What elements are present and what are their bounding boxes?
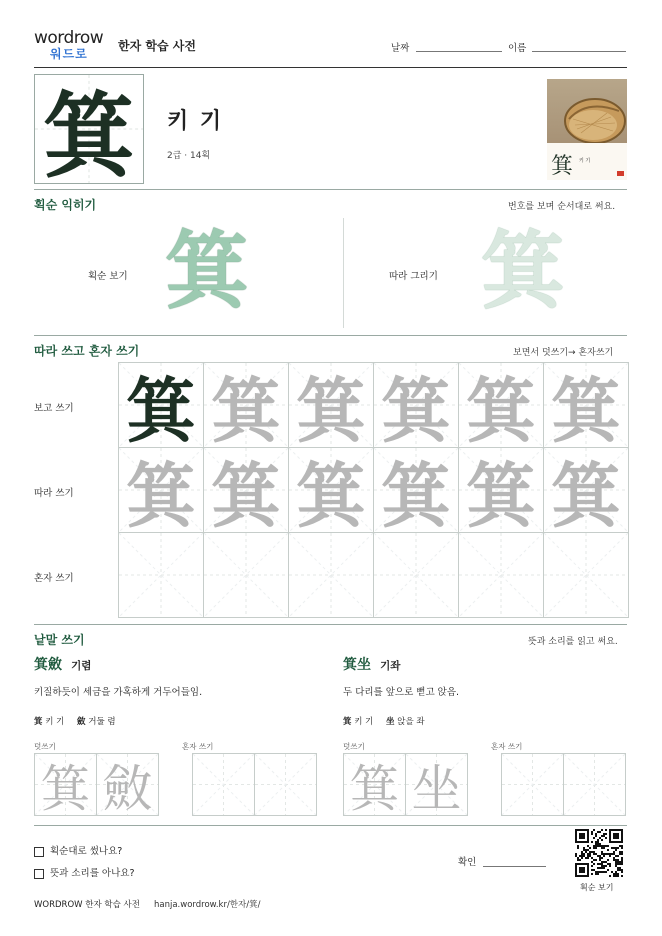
stroke-view-label: 획순 보기 — [88, 271, 128, 282]
row-label-trace: 따라 쓰기 — [34, 488, 74, 499]
word-2-solo-label: 혼자 쓰기 — [491, 742, 523, 751]
practice-cell[interactable] — [203, 362, 289, 448]
guide-lines — [119, 533, 203, 617]
footer-brand: WORDROW 한자 학습 사전 — [34, 900, 140, 910]
practice-char: 箕 — [466, 368, 536, 448]
checklist-item-2[interactable] — [34, 865, 135, 879]
qr-code-graphic — [575, 829, 623, 877]
stroke-view-char — [165, 218, 250, 323]
practice-cell[interactable] — [288, 447, 374, 533]
practice-cell[interactable] — [203, 532, 289, 618]
practice-cell[interactable] — [373, 447, 459, 533]
practice-section-hint: 보면서 덧쓰기→ 혼자쓰기 — [513, 348, 614, 358]
word-solo-cell[interactable] — [254, 753, 317, 816]
guide-lines — [502, 754, 563, 815]
practice-char: 箕 — [551, 368, 621, 448]
section-divider-4 — [34, 825, 627, 826]
confirm-label: 확인 — [458, 857, 477, 868]
word-2-glyphs — [343, 715, 425, 727]
word-solo-cell[interactable] — [192, 753, 255, 816]
practice-cell[interactable] — [118, 532, 204, 618]
checkbox-icon[interactable] — [34, 847, 44, 857]
practice-section-title: 따라 쓰고 혼자 쓰기 — [34, 344, 140, 358]
word-1-reading: 기렴 — [71, 660, 92, 672]
practice-char: 箕 — [211, 368, 281, 448]
checklist-item-2-label: 뜻과 소리를 아나요? — [50, 868, 135, 879]
practice-char: 箕 — [381, 368, 451, 448]
qr-label: 획순 보기 — [580, 883, 614, 892]
char-meta: 2급 · 14획 — [167, 151, 211, 161]
guide-lines — [459, 533, 543, 617]
char-reading: 키 기 — [167, 109, 224, 134]
practice-char: 箕 — [296, 453, 366, 533]
practice-cell[interactable] — [458, 532, 544, 618]
checkbox-icon[interactable] — [34, 869, 44, 879]
word-2-meaning: 두 다리를 앞으로 뻗고 앉음. — [343, 687, 460, 698]
footer-url[interactable]: hanja.wordrow.kr/한자/箕/ — [154, 900, 261, 910]
word-trace-cell[interactable] — [343, 753, 406, 816]
word-1-glyph-1-reading: 키 기 — [45, 717, 65, 727]
checklist-item-1[interactable] — [34, 843, 122, 857]
qr-code-icon[interactable] — [575, 829, 623, 877]
words-section-title: 낱말 쓰기 — [34, 633, 85, 647]
practice-char: 箕 — [466, 453, 536, 533]
stroke-trace-label: 따라 그리기 — [389, 271, 438, 282]
row-label-look: 보고 쓰기 — [34, 403, 74, 414]
word-trace-cell[interactable] — [405, 753, 468, 816]
practice-char: 箕 — [126, 453, 196, 533]
practice-char: 箕 — [381, 453, 451, 533]
practice-char: 箕 — [296, 368, 366, 448]
row-label-solo: 혼자 쓰기 — [34, 573, 74, 584]
word-trace-char: 箕 — [40, 759, 91, 816]
practice-cell[interactable] — [543, 532, 629, 618]
guide-lines — [564, 754, 625, 815]
word-1-glyph-2-char: 斂 — [77, 717, 86, 727]
name-label: 이름 — [508, 43, 527, 54]
word-1-solo-label: 혼자 쓰기 — [182, 742, 214, 751]
word-trace-cell[interactable] — [96, 753, 159, 816]
section-divider-1 — [34, 189, 627, 190]
guide-lines — [204, 533, 288, 617]
word-trace-char: 斂 — [102, 759, 153, 816]
word-2-hanja: 箕坐 — [343, 657, 371, 673]
word-1-trace-label: 덧쓰기 — [34, 742, 56, 751]
stroke-view-glyph: 箕 — [165, 221, 250, 320]
header-title: 한자 학습 사전 — [118, 39, 196, 53]
word-2-reading: 기좌 — [380, 660, 401, 672]
word-2-glyph-2-char: 坐 — [386, 717, 395, 727]
practice-cell[interactable] — [373, 532, 459, 618]
word-1-meaning: 키질하듯이 세금을 가혹하게 거두어들임. — [34, 687, 203, 698]
logo-wordrow: wordrow — [34, 28, 104, 48]
word-solo-cell[interactable] — [501, 753, 564, 816]
checklist-item-1-label: 획순대로 썼나요? — [50, 846, 123, 857]
stroke-section-hint: 번호를 보며 순서대로 써요. — [508, 202, 616, 212]
word-trace-char: 坐 — [411, 759, 462, 816]
word-trace-char: 箕 — [349, 759, 400, 816]
main-char-box — [34, 74, 144, 184]
stroke-trace-glyph: 箕 — [480, 221, 565, 320]
confirm-field[interactable] — [483, 866, 546, 867]
word-2-trace-label: 덧쓰기 — [343, 742, 365, 751]
practice-char: 箕 — [126, 368, 196, 448]
practice-cell[interactable] — [288, 532, 374, 618]
header-divider — [34, 67, 627, 68]
word-1-glyph-2-reading: 거둘 렴 — [88, 717, 116, 727]
practice-char: 箕 — [551, 453, 621, 533]
main-char: 箕 — [42, 82, 135, 184]
practice-char: 箕 — [211, 453, 281, 533]
guide-lines — [374, 533, 458, 617]
card-reading: 키 기 — [579, 158, 591, 164]
stroke-trace-char — [478, 218, 568, 323]
word-1-heading — [34, 654, 91, 674]
word-1-glyph-1-char: 箕 — [34, 717, 43, 727]
word-1-hanja: 箕斂 — [34, 657, 62, 673]
words-section-hint: 뜻과 소리를 읽고 써요. — [528, 637, 618, 647]
practice-cell[interactable] — [203, 447, 289, 533]
section-divider-2 — [34, 335, 627, 336]
practice-cell[interactable] — [458, 447, 544, 533]
card-char: 箕 — [551, 154, 574, 179]
guide-lines — [544, 533, 628, 617]
word-solo-cell[interactable] — [563, 753, 626, 816]
stroke-section-title: 획순 익히기 — [34, 198, 97, 212]
logo-korean: 워드로 — [50, 47, 88, 61]
card-badge — [617, 171, 624, 176]
word-2-glyph-1-reading: 키 기 — [354, 717, 374, 727]
basket-picture — [547, 79, 627, 180]
practice-cell[interactable] — [118, 362, 204, 448]
practice-cell[interactable] — [543, 447, 629, 533]
name-field[interactable] — [532, 51, 626, 52]
practice-cell[interactable] — [543, 362, 629, 448]
date-label: 날짜 — [391, 43, 410, 54]
stroke-divider — [343, 218, 344, 328]
word-2-glyph-2-reading: 앉을 좌 — [397, 717, 425, 727]
word-2-heading — [343, 654, 400, 674]
guide-lines — [193, 754, 254, 815]
word-1-glyphs — [34, 715, 116, 727]
word-2-glyph-1-char: 箕 — [343, 717, 352, 727]
date-field[interactable] — [416, 51, 502, 52]
guide-lines — [255, 754, 316, 815]
section-divider-3 — [34, 624, 627, 625]
word-trace-cell[interactable] — [34, 753, 97, 816]
practice-cell[interactable] — [118, 447, 204, 533]
practice-cell[interactable] — [458, 362, 544, 448]
practice-cell[interactable] — [373, 362, 459, 448]
guide-lines — [289, 533, 373, 617]
logo — [34, 30, 116, 66]
practice-cell[interactable] — [288, 362, 374, 448]
